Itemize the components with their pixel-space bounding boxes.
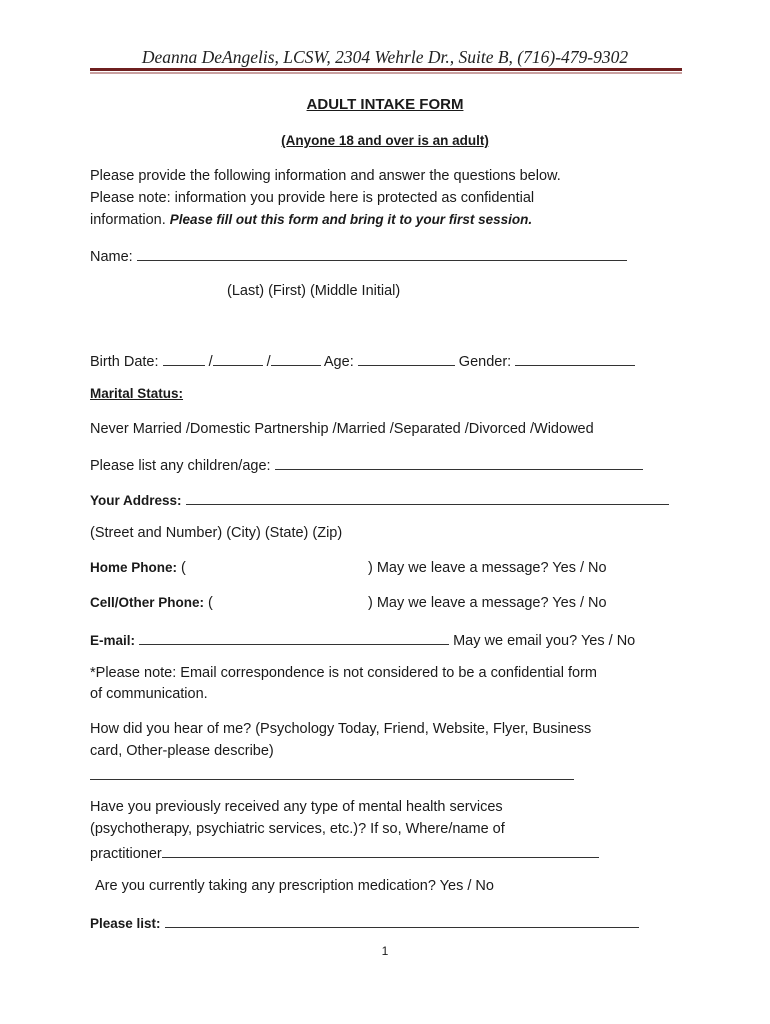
intro-line-1: Please provide the following information and answer the questions below. [90, 168, 561, 184]
intro-line-2: Please note: information you provide here is protected as confidential [90, 190, 535, 206]
email-question: May we email you? Yes / No [453, 633, 636, 649]
letterhead: Deanna DeAngelis, LCSW, 2304 Wehrle Dr., Suite B, (716)-479-9302 [141, 47, 629, 67]
prior-services-line-2: (psychotherapy, psychiatric services, etc.)? If so, Where/name of [90, 821, 505, 837]
practitioner-label: practitioner [90, 846, 162, 862]
home-phone-label: Home Phone: [90, 560, 178, 575]
birth-date-separator: / [208, 354, 213, 370]
referral-field[interactable] [90, 764, 574, 780]
email-note-line-1: *Please note: Email correspondence is not considered to be a confidential form [90, 665, 597, 681]
prior-services-row [90, 843, 599, 862]
name-row [90, 246, 627, 265]
email-field[interactable] [139, 630, 449, 645]
form-subtitle: (Anyone 18 and over is an adult) [281, 133, 489, 148]
prior-services-line-1: Have you previously received any type of mental health services [90, 799, 503, 815]
home-phone-field[interactable]: ( [181, 560, 186, 576]
name-label: Name: [90, 249, 133, 265]
children-field[interactable] [275, 455, 643, 470]
cell-phone-row [90, 595, 213, 611]
header-rule-shadow [90, 72, 682, 74]
name-field[interactable] [137, 246, 627, 261]
intro-instruction: Please fill out this form and bring it to your first session. [169, 212, 533, 227]
birth-row [90, 351, 635, 370]
header-rule [90, 68, 682, 71]
address-hint: (Street and Number) (City) (State) (Zip) [90, 525, 343, 541]
gender-field[interactable] [515, 351, 635, 366]
birth-date-label: Birth Date: [90, 354, 159, 370]
name-hint: (Last) (First) (Middle Initial) [227, 283, 401, 299]
medication-list-field[interactable] [165, 913, 639, 928]
cell-phone-field[interactable]: ( [208, 595, 213, 611]
email-row [90, 630, 635, 649]
birth-day-field[interactable] [213, 351, 263, 366]
cell-phone-label: Cell/Other Phone: [90, 595, 205, 610]
email-label: E-mail: [90, 633, 136, 648]
please-list-row [90, 913, 639, 932]
please-list-label: Please list: [90, 916, 161, 931]
cell-phone-message-question: ) May we leave a message? Yes / No [368, 595, 607, 611]
birth-month-field[interactable] [163, 351, 205, 366]
intro-line-3-text: information. [90, 212, 166, 228]
children-label: Please list any children/age: [90, 458, 271, 474]
form-title: ADULT INTAKE FORM [306, 96, 464, 113]
home-phone-row [90, 560, 186, 576]
home-phone-message-question: ) May we leave a message? Yes / No [368, 560, 607, 576]
email-note-line-2: of communication. [90, 686, 208, 702]
page-number: 1 [381, 944, 389, 958]
intro-line-3 [90, 212, 532, 228]
practitioner-field[interactable] [162, 843, 599, 858]
age-label: Age: [323, 354, 354, 370]
address-row [90, 490, 669, 509]
marital-status-heading: Marital Status: [90, 386, 184, 401]
birth-date-separator: / [266, 354, 271, 370]
medication-question: Are you currently taking any prescription medication? Yes / No [95, 878, 494, 894]
marital-status-options: Never Married /Domestic Partnership /Married /Separated /Divorced /Widowed [90, 421, 594, 437]
referral-line-1: How did you hear of me? (Psychology Today, Friend, Website, Flyer, Business [90, 721, 592, 737]
birth-year-field[interactable] [271, 351, 321, 366]
children-row [90, 455, 643, 474]
gender-label: Gender: [458, 354, 512, 370]
address-field[interactable] [186, 490, 669, 505]
address-label: Your Address: [90, 493, 182, 508]
age-field[interactable] [358, 351, 455, 366]
referral-line-2: card, Other-please describe) [90, 743, 274, 759]
